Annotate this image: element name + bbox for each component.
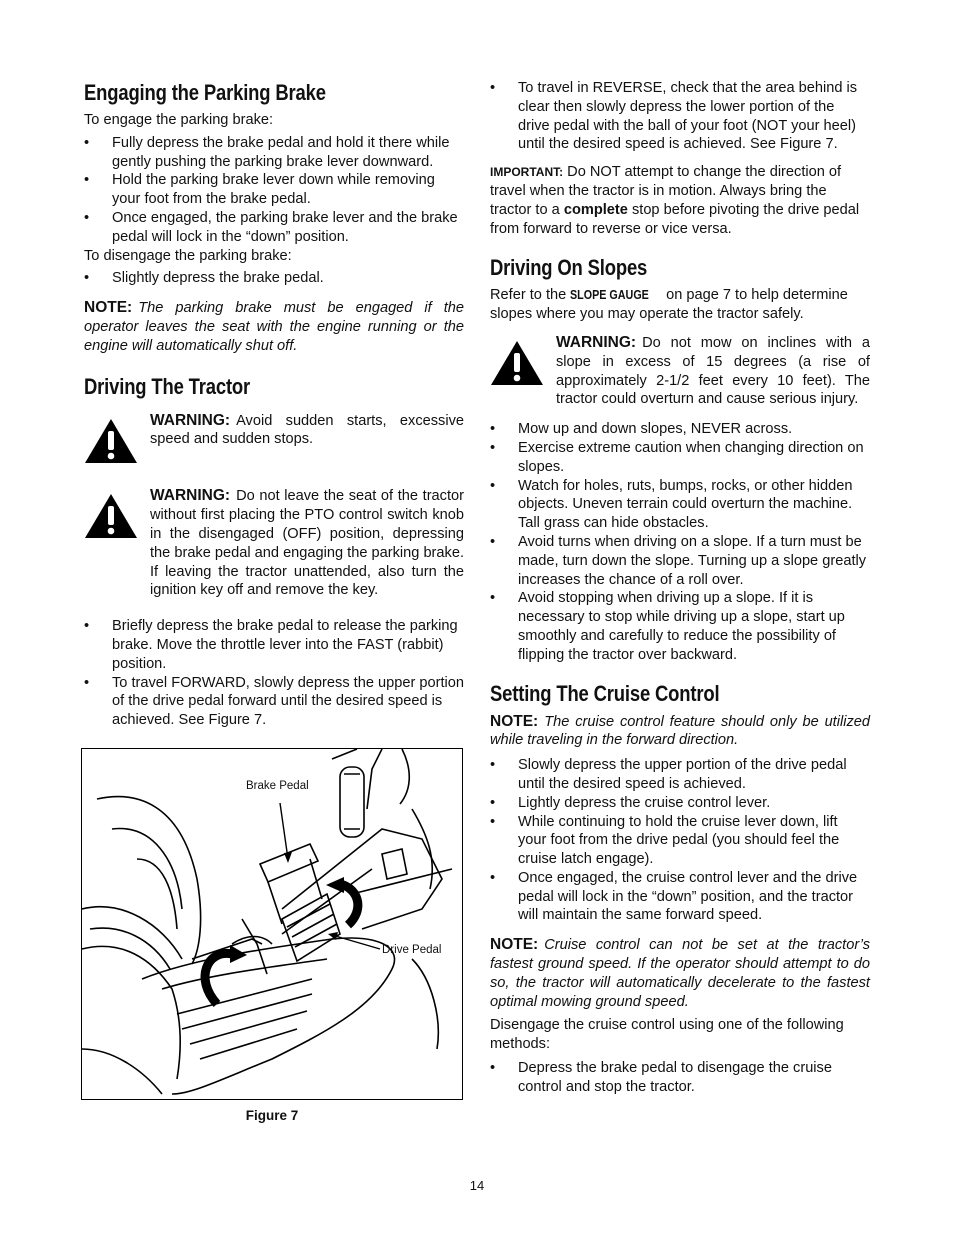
note-label: NOTE: [490, 712, 539, 730]
warning-label: WARNING: [150, 487, 231, 505]
cruise-note-1 [490, 713, 870, 751]
list-item: • Once engaged, the parking brake lever and the brake pedal will lock in the “down” position. [84, 209, 464, 247]
parking-note [84, 299, 464, 355]
disengage-intro: To disengage the parking brake: [84, 247, 292, 264]
note-text: The cruise control feature should only be utilized while traveling in the forward direction. [490, 713, 870, 749]
important-label: IMPORTANT: [490, 165, 564, 180]
important-text: stop before pivoting the drive pedal from forward to reverse or vice versa. [490, 201, 860, 237]
cruise-disengage-intro: Disengage the cruise control using one of the following methods: [490, 1017, 844, 1053]
brake-pedal-label: Brake Pedal [246, 780, 309, 792]
list-item: • Avoid turns when driving on a slope. If a turn must be made, turn down the slope. Turning up a slope greatly increases the chance of a roll over. [490, 533, 870, 589]
important-text: Do NOT attempt to change the direction of travel when the tractor is in motion. Always bring the tractor to a [490, 164, 842, 218]
slopes-intro [490, 286, 870, 324]
cruise-note-2 [490, 936, 870, 1011]
warning-label: WARNING: [150, 411, 231, 429]
list-item: • To travel in REVERSE, check that the area behind is clear then slowly depress the lower portion of the drive pedal with the ball of your foot (NOT your heel) until the desired speed is achieved. See Figure 7. [490, 79, 870, 154]
parking-brake-heading: Engaging the Parking Brake [84, 80, 326, 105]
left-column [84, 78, 464, 730]
drive-pedal-label: Drive Pedal [382, 944, 442, 956]
list-item: • Slowly depress the upper portion of the drive pedal until the desired speed is achieved. [490, 756, 870, 794]
list-item: • Depress the brake pedal to disengage the cruise control and stop the tractor. [490, 1059, 870, 1097]
list-item: • Once engaged, the cruise control lever and the drive pedal will lock in the “down” position, and the tractor will maintain the same forward speed. [490, 869, 870, 925]
driving-slopes-heading: Driving On Slopes [490, 255, 648, 281]
cruise-disengage-list [490, 1059, 870, 1097]
important-bold: complete [563, 201, 628, 218]
note-text: The parking brake must be engaged if the operator leaves the seat with the engine running or the engine will automatically shut off. [84, 300, 464, 354]
slope-gauge-term: SLOPE GAUGE [570, 288, 650, 303]
warning-icon [490, 334, 556, 409]
note-label: NOTE: [490, 936, 539, 954]
list-item: • Hold the parking brake lever down while removing your foot from the brake pedal. [84, 171, 464, 209]
warning-text: Do not mow on inclines with a slope in excess of 15 degrees (a rise of approximately 2-1/2 feet every 10 feet). The tractor could overturn and cause serious injury. [556, 334, 870, 408]
note-label: NOTE: [84, 299, 133, 317]
list-item: • Lightly depress the cruise control lever. [490, 794, 870, 813]
list-item: • To travel FORWARD, slowly depress the upper portion of the drive pedal forward until the desired speed is achieved. See Figure 7. [84, 674, 464, 730]
warning-block [490, 334, 870, 409]
warning-icon [84, 412, 150, 470]
reverse-list [490, 79, 870, 154]
warning-label: WARNING: [556, 333, 637, 351]
slopes-intro-text: Refer to the [490, 287, 567, 304]
slopes-steps-list [490, 420, 870, 664]
right-column [490, 78, 870, 1097]
cruise-control-heading: Setting The Cruise Control [490, 680, 720, 706]
disengage-steps-list [84, 269, 464, 288]
list-item: • Fully depress the brake pedal and hold it there while gently pushing the parking brake lever downward. [84, 134, 464, 172]
warning-block [84, 412, 464, 470]
important-paragraph [490, 163, 870, 238]
warning-text: Do not leave the seat of the tractor without first placing the PTO control switch knob in the disengaged (OFF) position, depressing the brake pedal and engaging the parking brake. If leaving the tractor unattended, also turn the ignition key off and remove the key. [150, 488, 465, 599]
driving-tractor-heading: Driving The Tractor [84, 373, 251, 399]
list-item: • Watch for holes, ruts, bumps, rocks, or other hidden objects. Uneven terrain could overturn the machine. Tall grass can hide obstacles. [490, 477, 870, 533]
note-text: Cruise control can not be set at the tractor’s fastest ground speed. If the operator should attempt to do so, the tractor will automatically decelerate to the fastest optimal mowing ground speed. [490, 937, 870, 1010]
engage-intro: To engage the parking brake: [84, 112, 274, 128]
engage-steps-list [84, 134, 464, 247]
list-item: • Mow up and down slopes, NEVER across. [490, 420, 870, 439]
figure-caption: Figure 7 [245, 1108, 299, 1123]
list-item: • While continuing to hold the cruise lever down, lift your foot from the drive pedal (you should feel the cruise latch engage). [490, 813, 870, 869]
list-item: • Exercise extreme caution when changing direction on slopes. [490, 439, 870, 477]
list-item: • Briefly depress the brake pedal to release the parking brake. Move the throttle lever into the FAST (rabbit) position. [84, 617, 464, 673]
warning-text: Avoid sudden starts, excessive speed and sudden stops. [150, 412, 464, 448]
list-item: • Avoid stopping when driving up a slope. If it is necessary to stop while driving up a slope, start up smoothly and carefully to reduce the possibility of flipping the tractor over backward. [490, 589, 870, 664]
pedal-illustration [82, 749, 462, 1099]
cruise-steps-list [490, 756, 870, 925]
warning-icon [84, 487, 150, 600]
figure-7-illustration [81, 748, 463, 1100]
slopes-intro-text: on page 7 to help determine slopes where you may operate the tractor safely. [490, 287, 848, 323]
warning-block [84, 487, 464, 600]
list-item: • Slightly depress the brake pedal. [84, 269, 464, 288]
page-number: 14 [469, 1178, 485, 1193]
driving-steps-list [84, 617, 464, 730]
